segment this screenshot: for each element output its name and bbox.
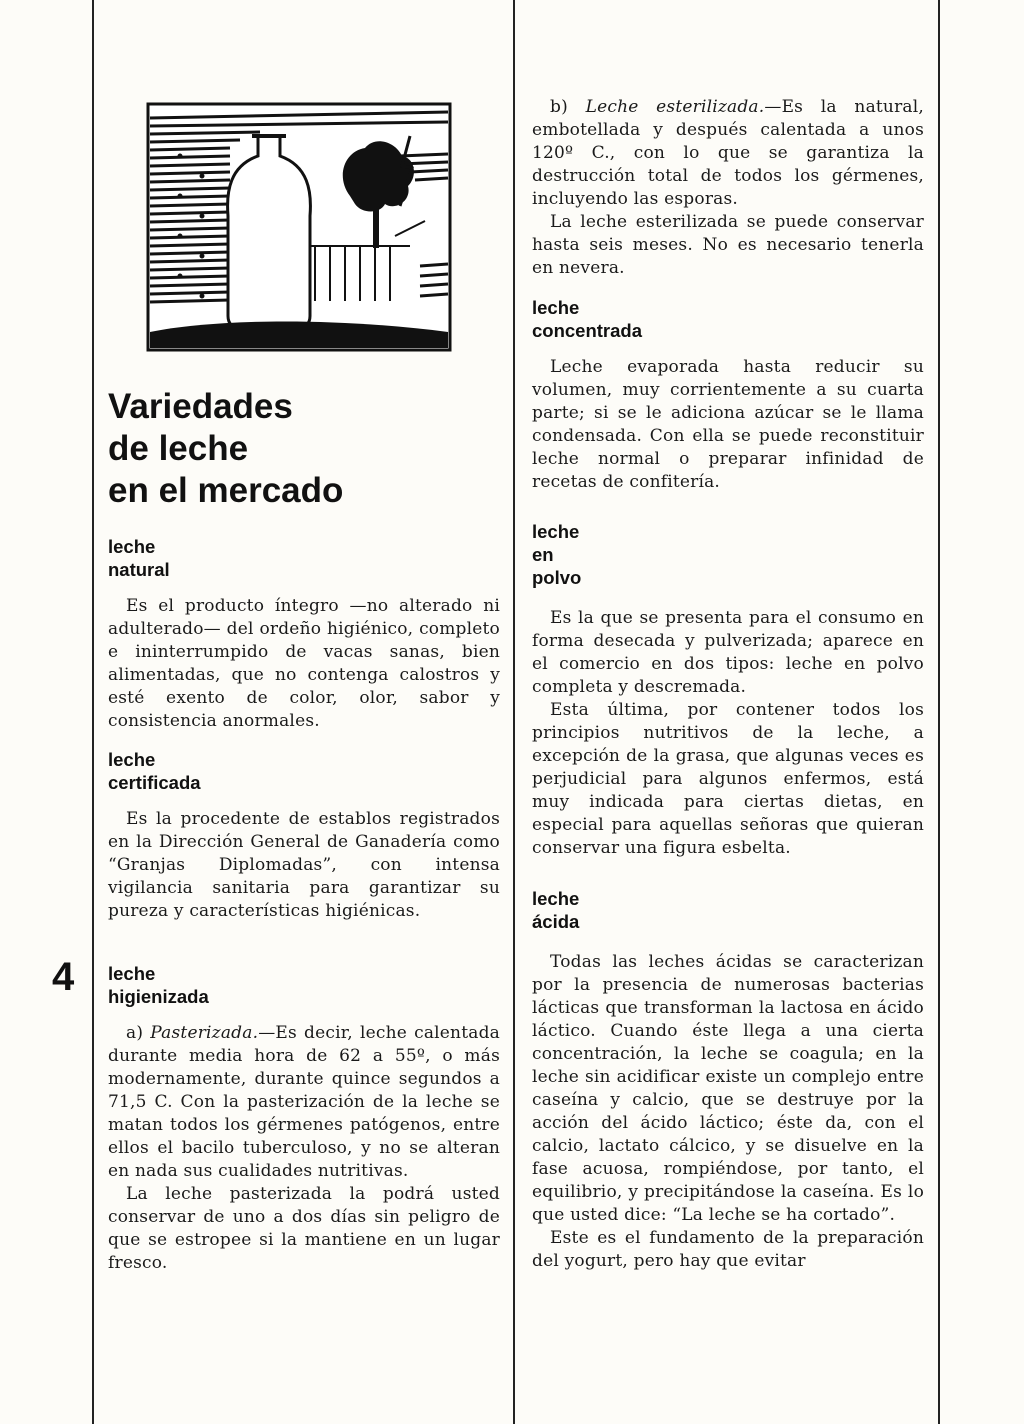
heading-line: leche <box>532 521 580 542</box>
heading-line: leche <box>108 749 156 770</box>
section-heading <box>532 887 924 933</box>
milk-bottle-illustration <box>140 96 458 358</box>
heading-line: leche <box>532 888 580 909</box>
term: Pasterizada. <box>150 1023 259 1043</box>
section-leche-natural <box>108 535 500 733</box>
heading-line: leche <box>108 963 156 984</box>
section-leche-acida <box>532 887 924 1273</box>
heading-line: concentrada <box>532 320 643 341</box>
section-leche-certificada <box>108 748 500 923</box>
left-margin-rule <box>92 0 94 1424</box>
paragraph: Esta última, por contener todos los principios nutritivos de la leche, a excepción de la grasa, que algunas veces es perjudicial para algunos enfermos, está muy indicada para ciertas dietas, en especial para aquellas señoras que quieran conservar una figura esbelta. <box>532 700 924 858</box>
paragraph: Todas las leches ácidas se caracterizan por la presencia de numerosas bacterias lácticas que transforman la lactosa en ácido láctico. Cuando éste llega a una cierta concentración, la leche se coagula; en la leche sin acidificar existe un complejo entre caseína y calcio, que se destruye por la acción del ácido láctico; éste da, con el calcio, lactato cálcico, y se disuelve en la fase acuosa, rompiéndose, por tanto, el equilibrio, y precipitándose la caseína. Es lo que usted dice: “La leche se ha cortado”. <box>532 952 924 1225</box>
heading-line: leche <box>532 297 580 318</box>
paragraph: Es la que se presenta para el consumo en forma desecada y pulverizada; aparece en el comercio en dos tipos: leche en polvo completa y descremada. <box>532 608 924 697</box>
section-leche-concentrada <box>532 296 924 494</box>
title-line: de leche <box>108 429 249 468</box>
title-line: en el mercado <box>108 471 344 510</box>
section-leche-higienizada <box>108 962 500 1275</box>
heading-line: ácida <box>532 911 580 932</box>
heading-line: natural <box>108 559 170 580</box>
title-line: Variedades <box>108 387 293 426</box>
paragraph <box>532 96 924 211</box>
section-heading <box>532 296 924 342</box>
section-leche-en-polvo <box>532 520 924 860</box>
section-heading <box>108 748 500 794</box>
paragraph: La leche pasterizada la podrá usted conservar de uno a dos días sin peligro de que se estropee si la mantiene en un lugar fresco. <box>108 1184 500 1273</box>
column-divider-rule <box>513 0 515 1424</box>
list-label: a) <box>126 1023 151 1043</box>
heading-line: higienizada <box>108 986 209 1007</box>
paragraph <box>108 1022 500 1183</box>
section-heading <box>532 520 924 589</box>
section-leche-esterilizada <box>532 96 924 280</box>
list-label: b) <box>550 97 586 117</box>
section-heading <box>108 962 500 1008</box>
term: Leche esterilizada. <box>585 97 765 117</box>
paragraph-text: —Es decir, leche calentada durante media hora de 62 a 55º, o más modernamente, durante quince segundos a 71,5 C. Con la pasterización de la leche se matan todos los gérmenes patógenos, entre ellos el bacilo tuberculoso, y no se alteran en nada sus cualidades nutritivas. <box>108 1023 500 1181</box>
paragraph: Es la procedente de establos registrados en la Dirección General de Ganadería como “Granjas Diplomadas”, con intensa vigilancia sanitaria para garantizar su pureza y características higiénicas. <box>108 809 500 921</box>
paragraph-text: —Es la natural, embotellada y después calentada a unos 120º C., con lo que se garantiza la destrucción total de todos los gérmenes, incluyendo las esporas. <box>532 97 924 209</box>
paragraph: Este es el fundamento de la preparación del yogurt, pero hay que evitar <box>532 1228 924 1271</box>
paragraph: Es el producto íntegro —no alterado ni adulterado— del ordeño higiénico, completo e ininterrumpido de vacas sanas, bien alimentadas, que no contenga calostros y esté exento de color, olor, sabor y consistencia anormales. <box>108 596 500 731</box>
paragraph: La leche esterilizada se puede conservar hasta seis meses. No es necesario tenerla en nevera. <box>532 212 924 278</box>
heading-line: leche <box>108 536 156 557</box>
paragraph: Leche evaporada hasta reducir su volumen, muy corrientemente a su cuarta parte; si se le adiciona azúcar se le llama condensada. Con ella se puede reconstituir leche normal o preparar infinidad de recetas de confitería. <box>532 357 924 492</box>
page-number: 4 <box>52 955 75 999</box>
heading-line: en <box>532 544 554 565</box>
section-heading <box>108 535 500 581</box>
heading-line: polvo <box>532 567 582 588</box>
heading-line: certificada <box>108 772 201 793</box>
right-margin-rule <box>938 0 940 1424</box>
page-title <box>108 386 343 512</box>
